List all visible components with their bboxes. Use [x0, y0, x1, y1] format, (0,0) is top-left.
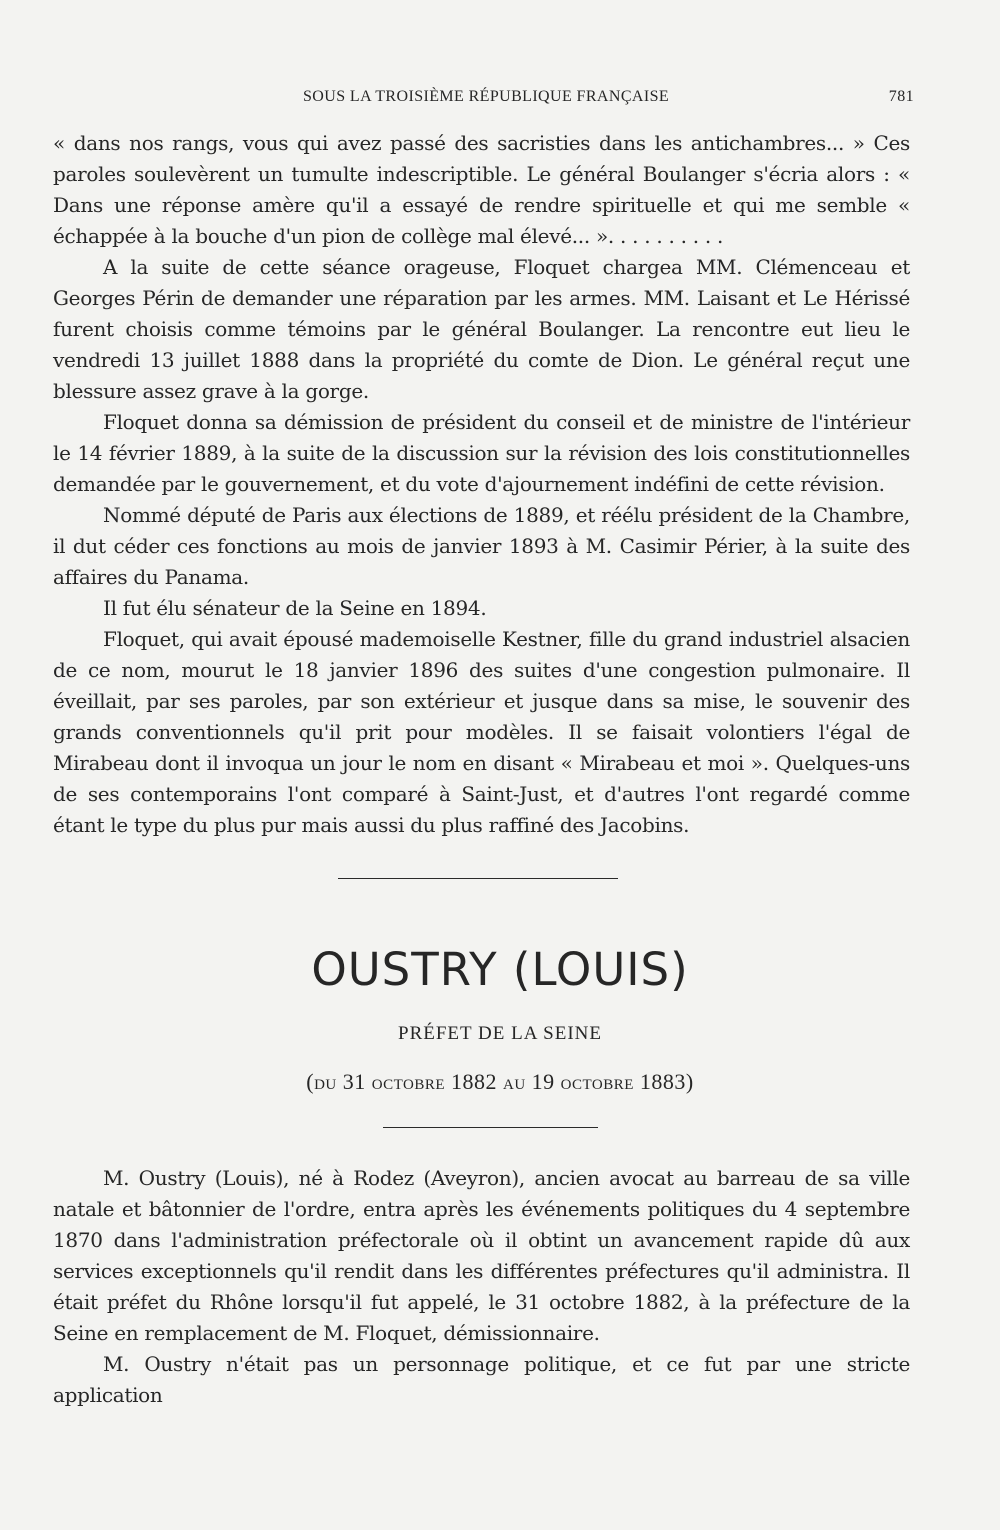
title-underline: [383, 1127, 598, 1128]
paragraph-deputy: Nommé député de Paris aux élections de 1889, et réélu président de la Chambre, il dut céder ces fonctions au mois de janvier 1893 à M. Casimir Périer, à la suite des affaires du Panama.: [53, 503, 910, 589]
paragraph-death: Floquet, qui avait épousé mademoiselle Kestner, fille du grand industriel alsacien de ce nom, mourut le 18 janvier 1896 des suites d'une congestion pulmonaire. Il éveillait, par ses paroles, par son extérieur et jusque dans sa mise, le souvenir des grands conventionnels qu'il prit pour modèles. Il se faisait volontiers l'égal de Mirabeau dont il invoqua un jour le nom en disant « Mirabeau et moi ». Quelques-uns de ses contemporains l'ont comparé à Saint-Just, et d'autres l'ont regardé comme étant le type du plus pur mais aussi du plus raffiné des Jacobins.: [53, 627, 910, 837]
paragraph-quote-continuation: « dans nos rangs, vous qui avez passé des sacristies dans les antichambres... » Ces paroles soulevèrent un tumulte indescriptible. Le général Boulanger s'écria alors : « Dans une réponse amère qu'il a essayé de rendre spirituelle et qui me semble « échappée à la bouche d'un pion de collège mal élevé... ». . . . . . . . . .: [53, 131, 910, 248]
floquet-biography-text: [53, 128, 910, 841]
running-head: [0, 88, 1000, 110]
section-subtitle: PRÉFET DE LA SEINE: [398, 1023, 602, 1044]
section-divider: [338, 878, 618, 879]
paragraph-duel: A la suite de cette séance orageuse, Floquet chargea MM. Clémenceau et Georges Périn de demander une réparation par les armes. MM. Laisant et Le Hérissé furent choisis comme témoins par le général Boulanger. La rencontre eut lieu le vendredi 13 juillet 1888 dans la propriété du comte de Dion. Le général reçut une blessure assez grave à la gorge.: [53, 255, 910, 403]
paragraph-senator: Il fut élu sénateur de la Seine en 1894.: [103, 596, 487, 620]
section-dates: (du 31 octobre 1882 au 19 octobre 1883): [306, 1069, 694, 1094]
paragraph-resignation: Floquet donna sa démission de président du conseil et de ministre de l'intérieur le 14 février 1889, à la suite de la discussion sur la révision des lois constitutionnelles demandée par le gouvernement, et du vote d'ajournement indéfini de cette révision.: [53, 410, 910, 496]
oustry-biography-text: [53, 1163, 910, 1411]
paragraph-oustry-politics: M. Oustry n'était pas un personnage politique, et ce fut par une stricte application: [53, 1352, 910, 1407]
page-number: 781: [888, 88, 914, 105]
paragraph-oustry-career: M. Oustry (Louis), né à Rodez (Aveyron), ancien avocat au barreau de sa ville natale et bâtonnier de l'ordre, entra après les événements politiques du 4 septembre 1870 dans l'administration préfectorale où il obtint un avancement rapide dû aux services exceptionnels qu'il rendit dans les différentes préfectures qu'il administra. Il était préfet du Rhône lorsqu'il fut appelé, le 31 octobre 1882, à la préfecture de la Seine en remplacement de M. Floquet, démissionnaire.: [53, 1166, 910, 1345]
section-title: OUSTRY (LOUIS): [311, 943, 689, 996]
running-title: SOUS LA TROISIÈME RÉPUBLIQUE FRANÇAISE: [303, 88, 670, 105]
